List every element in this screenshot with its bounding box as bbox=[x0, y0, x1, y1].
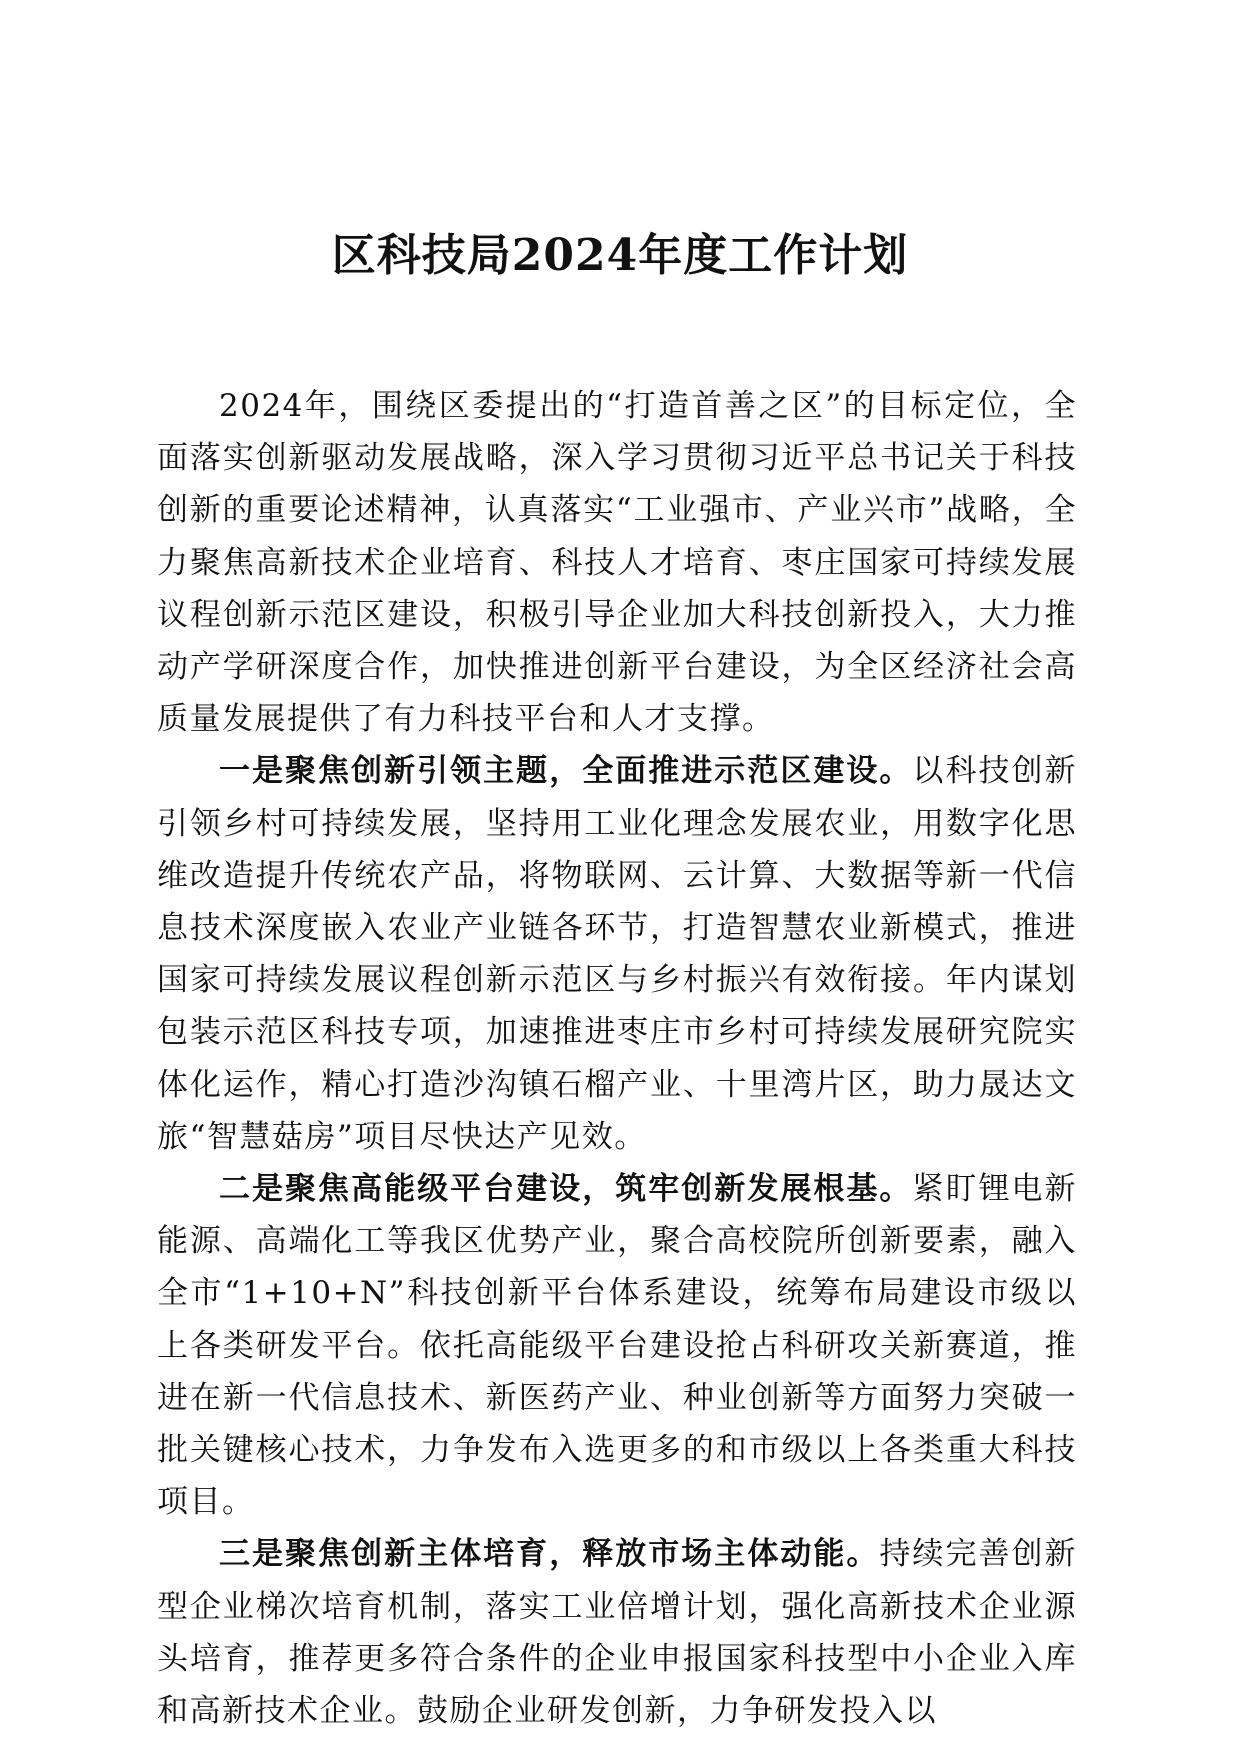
paragraph-point-1 bbox=[157, 745, 1077, 1163]
paragraph-lead: 一是聚焦创新引领主题，全面推进示范区建设。 bbox=[219, 753, 913, 790]
paragraph-lead: 三是聚焦创新主体培育，释放市场主体动能。 bbox=[219, 1536, 880, 1573]
paragraph-lead: 二是聚焦高能级平台建设，筑牢创新发展根基。 bbox=[219, 1171, 913, 1208]
paragraph-intro bbox=[157, 380, 1077, 745]
paragraph-point-3 bbox=[157, 1528, 1077, 1737]
paragraph-text: 以科技创新引领乡村可持续发展，坚持用工业化理念发展农业，用数字化思维改造提升传统农产品，将物联网、云计算、大数据等新一代信息技术深度嵌入农业产业链各环节，打造智慧农业新模式，推进国家可持续发展议程创新示范区与乡村振兴有效衔接。年内谋划包装示范区科技专项，加速推进枣庄市乡村可持续发展研究院实体化运作，精心打造沙沟镇石榴产业、十里湾片区，助力晟达文旅“智慧菇房”项目尽快达产见效。 bbox=[157, 753, 1078, 1155]
paragraph-text: 持续完善创新型企业梯次培育机制，落实工业倍增计划，强化高新技术企业源头培育，推荐更多符合条件的企业申报国家科技型中小企业入库和高新技术企业。鼓励企业研发创新，力争研发投入以 bbox=[157, 1536, 1078, 1730]
document-body bbox=[157, 380, 1077, 1737]
document-title: 区科技局2024年度工作计划 bbox=[331, 230, 909, 281]
paragraph-text: 紧盯锂电新能源、高端化工等我区优势产业，聚合高校院所创新要素，融入全市“1+10+N”科技创新平台体系建设，统筹布局建设市级以上各类研发平台。依托高能级平台建设抢占科研攻关新赛道，推进在新一代信息技术、新医药产业、种业创新等方面努力突破一批关键核心技术，力争发布入选更多的和市级以上各类重大科技项目。 bbox=[157, 1171, 1078, 1521]
paragraph-text: 2024年，围绕区委提出的“打造首善之区”的目标定位，全面落实创新驱动发展战略，深入学习贯彻习近平总书记关于科技创新的重要论述精神，认真落实“工业强市、产业兴市”战略，全力聚焦高新技术企业培育、科技人才培育、枣庄国家可持续发展议程创新示范区建设，积极引导企业加大科技创新投入，大力推动产学研深度合作，加快推进创新平台建设，为全区经济社会高质量发展提供了有力科技平台和人才支撑。 bbox=[157, 388, 1077, 738]
paragraph-point-2 bbox=[157, 1163, 1077, 1528]
